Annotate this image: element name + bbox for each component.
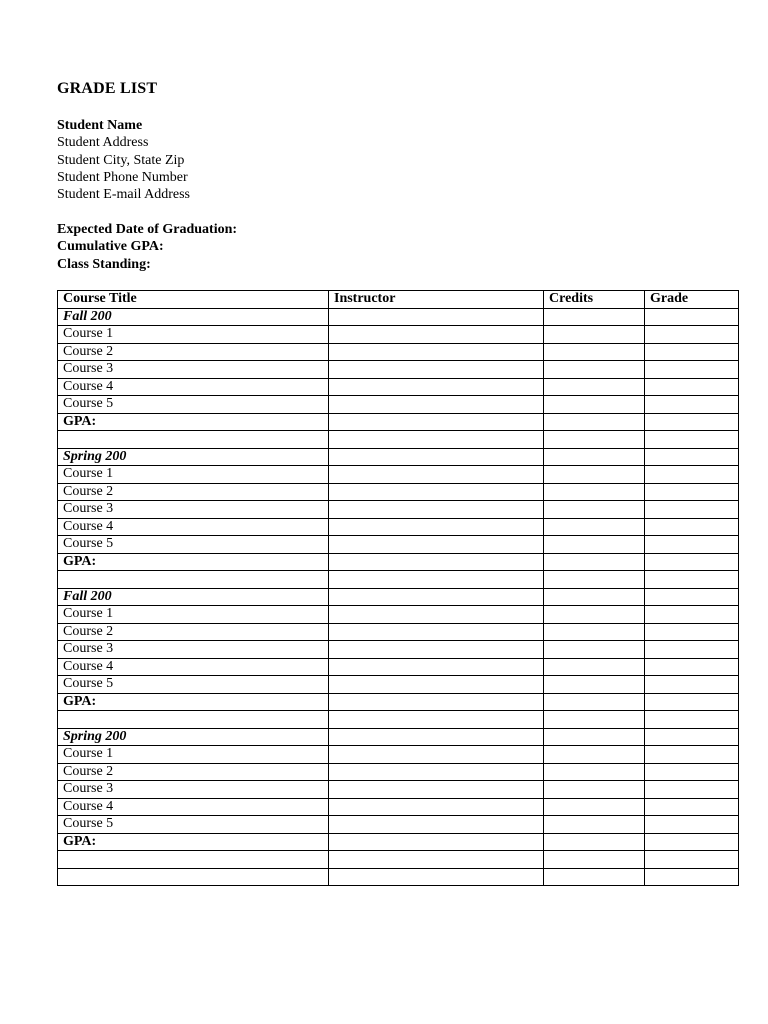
instructor-cell (329, 501, 544, 519)
course-row (58, 676, 739, 694)
instructor-cell (329, 536, 544, 554)
student-phone: Student Phone Number (57, 169, 188, 185)
instructor-cell (329, 728, 544, 746)
credits-cell (544, 553, 645, 571)
credits-cell (544, 658, 645, 676)
course-title-cell: Fall 200 (58, 588, 329, 606)
course-title-cell: GPA: (58, 693, 329, 711)
course-title-cell: Course 4 (58, 378, 329, 396)
credits-cell (544, 746, 645, 764)
credits-cell (544, 781, 645, 799)
term-row (58, 448, 739, 466)
instructor-cell (329, 816, 544, 834)
course-title-cell: Course 4 (58, 518, 329, 536)
instructor-cell (329, 746, 544, 764)
instructor-cell (329, 833, 544, 851)
credits-cell (544, 343, 645, 361)
header-credits: Credits (544, 291, 645, 309)
course-title-cell (58, 571, 329, 589)
grade-cell (645, 326, 739, 344)
course-row (58, 746, 739, 764)
blank-row (58, 868, 739, 886)
credits-cell (544, 466, 645, 484)
credits-cell (544, 693, 645, 711)
course-row (58, 781, 739, 799)
grade-cell (645, 483, 739, 501)
course-title-cell (58, 868, 329, 886)
instructor-cell (329, 361, 544, 379)
instructor-cell (329, 711, 544, 729)
grade-table (57, 290, 739, 886)
blank-row (58, 851, 739, 869)
instructor-cell (329, 606, 544, 624)
grade-cell (645, 606, 739, 624)
instructor-cell (329, 781, 544, 799)
course-title-cell: Course 3 (58, 641, 329, 659)
term-row (58, 588, 739, 606)
grade-cell (645, 343, 739, 361)
header-course-title: Course Title (58, 291, 329, 309)
credits-cell (544, 396, 645, 414)
grade-cell (645, 378, 739, 396)
instructor-cell (329, 571, 544, 589)
course-title-cell: Course 3 (58, 501, 329, 519)
credits-cell (544, 536, 645, 554)
instructor-cell (329, 553, 544, 571)
course-title-cell: Course 2 (58, 763, 329, 781)
instructor-cell (329, 851, 544, 869)
credits-cell (544, 728, 645, 746)
course-title-cell (58, 851, 329, 869)
instructor-cell (329, 343, 544, 361)
header-grade: Grade (645, 291, 739, 309)
credits-cell (544, 501, 645, 519)
gpa-row (58, 553, 739, 571)
course-row (58, 361, 739, 379)
course-title-cell: Spring 200 (58, 448, 329, 466)
credits-cell (544, 798, 645, 816)
grade-cell (645, 571, 739, 589)
course-title-cell: Fall 200 (58, 308, 329, 326)
grade-cell (645, 816, 739, 834)
instructor-cell (329, 483, 544, 501)
course-title-cell: Course 1 (58, 326, 329, 344)
course-title-cell (58, 431, 329, 449)
course-title-cell: GPA: (58, 553, 329, 571)
course-title-cell: Course 3 (58, 781, 329, 799)
instructor-cell (329, 676, 544, 694)
class-standing-label: Class Standing: (57, 256, 151, 272)
credits-cell (544, 816, 645, 834)
credits-cell (544, 763, 645, 781)
course-title-cell: Course 5 (58, 816, 329, 834)
course-title-cell: Course 3 (58, 361, 329, 379)
instructor-cell (329, 413, 544, 431)
instructor-cell (329, 641, 544, 659)
course-title-cell: Course 2 (58, 343, 329, 361)
instructor-cell (329, 378, 544, 396)
credits-cell (544, 868, 645, 886)
course-row (58, 501, 739, 519)
instructor-cell (329, 868, 544, 886)
course-title-cell: Course 1 (58, 466, 329, 484)
course-row (58, 343, 739, 361)
credits-cell (544, 606, 645, 624)
student-address: Student Address (57, 135, 149, 151)
grade-cell (645, 413, 739, 431)
student-name: Student Name (57, 118, 143, 133)
grade-cell (645, 728, 739, 746)
course-title-cell (58, 711, 329, 729)
course-row (58, 606, 739, 624)
instructor-cell (329, 431, 544, 449)
instructor-cell (329, 518, 544, 536)
grade-cell (645, 536, 739, 554)
course-row (58, 623, 739, 641)
credits-cell (544, 326, 645, 344)
course-title-cell: Course 4 (58, 658, 329, 676)
credits-cell (544, 833, 645, 851)
student-contact-block (57, 117, 190, 203)
course-row (58, 483, 739, 501)
grade-cell (645, 868, 739, 886)
grade-cell (645, 746, 739, 764)
course-row (58, 466, 739, 484)
course-row (58, 326, 739, 344)
student-city-state-zip: Student City, State Zip (57, 152, 185, 168)
instructor-cell (329, 588, 544, 606)
credits-cell (544, 571, 645, 589)
course-title-cell: Course 5 (58, 536, 329, 554)
grade-cell (645, 518, 739, 536)
grade-cell (645, 641, 739, 659)
instructor-cell (329, 326, 544, 344)
grade-cell (645, 781, 739, 799)
credits-cell (544, 851, 645, 869)
course-row (58, 816, 739, 834)
instructor-cell (329, 693, 544, 711)
course-title-cell: Course 2 (58, 623, 329, 641)
course-title-cell: Course 4 (58, 798, 329, 816)
credits-cell (544, 361, 645, 379)
instructor-cell (329, 466, 544, 484)
course-row (58, 518, 739, 536)
grade-cell (645, 711, 739, 729)
course-title-cell: Spring 200 (58, 728, 329, 746)
credits-cell (544, 623, 645, 641)
blank-row (58, 431, 739, 449)
credits-cell (544, 308, 645, 326)
course-row (58, 378, 739, 396)
course-title-cell: Course 1 (58, 746, 329, 764)
course-title-cell: Course 1 (58, 606, 329, 624)
grade-cell (645, 431, 739, 449)
gpa-row (58, 413, 739, 431)
grade-cell (645, 361, 739, 379)
course-row (58, 798, 739, 816)
instructor-cell (329, 763, 544, 781)
course-row (58, 396, 739, 414)
credits-cell (544, 588, 645, 606)
grade-cell (645, 553, 739, 571)
instructor-cell (329, 658, 544, 676)
grade-cell (645, 851, 739, 869)
blank-row (58, 571, 739, 589)
academic-summary-block (57, 221, 237, 273)
gpa-row (58, 833, 739, 851)
course-title-cell: GPA: (58, 413, 329, 431)
grade-cell (645, 308, 739, 326)
course-row (58, 536, 739, 554)
credits-cell (544, 711, 645, 729)
course-title-cell: GPA: (58, 833, 329, 851)
grade-cell (645, 676, 739, 694)
term-row (58, 728, 739, 746)
course-row (58, 641, 739, 659)
credits-cell (544, 518, 645, 536)
grade-cell (645, 623, 739, 641)
credits-cell (544, 448, 645, 466)
header-instructor: Instructor (329, 291, 544, 309)
document-title: GRADE LIST (57, 80, 158, 97)
grade-cell (645, 798, 739, 816)
grade-cell (645, 833, 739, 851)
table-header-row (58, 291, 739, 309)
course-title-cell: Course 5 (58, 396, 329, 414)
grade-cell (645, 763, 739, 781)
credits-cell (544, 431, 645, 449)
graduation-date-label: Expected Date of Graduation: (57, 222, 238, 237)
instructor-cell (329, 623, 544, 641)
grade-table-body (58, 291, 739, 886)
instructor-cell (329, 448, 544, 466)
credits-cell (544, 413, 645, 431)
credits-cell (544, 676, 645, 694)
course-row (58, 763, 739, 781)
credits-cell (544, 378, 645, 396)
grade-cell (645, 658, 739, 676)
student-email: Student E-mail Address (57, 187, 190, 203)
instructor-cell (329, 308, 544, 326)
grade-cell (645, 501, 739, 519)
course-title-cell: Course 5 (58, 676, 329, 694)
course-row (58, 658, 739, 676)
grade-cell (645, 693, 739, 711)
cumulative-gpa-label: Cumulative GPA: (57, 239, 164, 255)
grade-cell (645, 396, 739, 414)
credits-cell (544, 641, 645, 659)
grade-cell (645, 466, 739, 484)
instructor-cell (329, 396, 544, 414)
grade-cell (645, 588, 739, 606)
gpa-row (58, 693, 739, 711)
grade-cell (645, 448, 739, 466)
term-row (58, 308, 739, 326)
course-title-cell: Course 2 (58, 483, 329, 501)
instructor-cell (329, 798, 544, 816)
credits-cell (544, 483, 645, 501)
blank-row (58, 711, 739, 729)
